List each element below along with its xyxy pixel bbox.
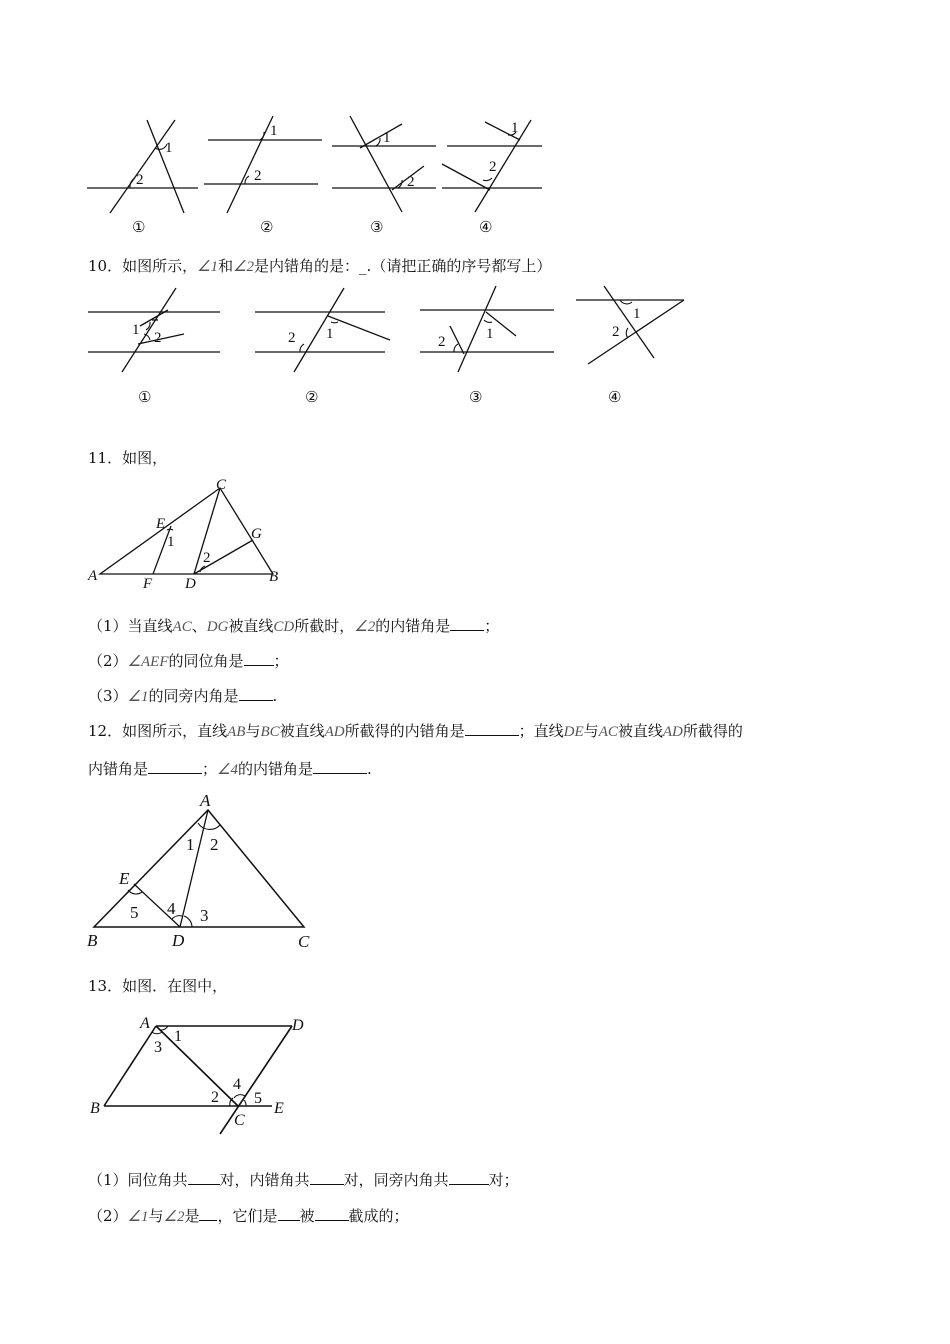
- q13-point-D: D: [292, 1017, 304, 1034]
- q10-figure-row: [80, 282, 700, 410]
- q9-fig4-angle2: 2: [489, 159, 497, 175]
- q13-angle-1: 1: [174, 1028, 182, 1045]
- q10-fig1: [88, 288, 220, 406]
- q11-title: 11．如图，: [88, 449, 168, 467]
- q11-triangle-diagram: [85, 476, 295, 591]
- q13-blank-corresponding[interactable]: [188, 1170, 220, 1185]
- q11-point-E: E: [156, 516, 166, 532]
- q11-point-F: F: [143, 576, 153, 592]
- q10-fig3-label: ③: [469, 388, 483, 406]
- q10-fig4-angle1: 1: [633, 306, 641, 322]
- q12-line2: 内错角是 ；∠4的内错角是 .: [88, 760, 372, 778]
- q11-figure: [85, 476, 295, 591]
- q9-fig1-label: ①: [132, 218, 146, 236]
- q13-blank-same-side[interactable]: [449, 1170, 489, 1185]
- q10-fig2-angle2: 2: [288, 330, 296, 346]
- q11-angle-2: 2: [203, 550, 211, 566]
- q11-point-C: C: [216, 477, 227, 493]
- q11-part2-blank[interactable]: [244, 651, 274, 666]
- q13-angle-2: 2: [211, 1089, 219, 1106]
- q9-fig4-angle1: 1: [511, 120, 519, 136]
- q12-point-B: B: [87, 931, 98, 950]
- q13-number: 13．: [88, 977, 123, 995]
- q9-fig3: [332, 116, 436, 236]
- q10-fig3-angle2: 2: [438, 334, 446, 350]
- q13-blank-transversal[interactable]: [315, 1206, 349, 1221]
- q12-point-C: C: [298, 932, 310, 951]
- q11-part3-blank[interactable]: [239, 686, 273, 701]
- q11-point-G: G: [251, 526, 262, 542]
- q10-fig4: [576, 286, 684, 406]
- q13-point-B: B: [90, 1100, 100, 1117]
- q9-fig1-angle2: 2: [136, 172, 144, 188]
- q13-figure: [88, 1010, 308, 1135]
- q12-blank-3[interactable]: [313, 759, 367, 774]
- q9-fig2: [204, 116, 322, 236]
- q13-title: 13．如图．在图中，: [88, 977, 228, 995]
- q12-angle-4: 4: [167, 899, 176, 918]
- q13-point-A: A: [140, 1015, 150, 1032]
- q13-angle-4: 4: [233, 1076, 241, 1093]
- q13-point-E: E: [274, 1100, 284, 1117]
- q10-fig4-angle2: 2: [612, 324, 620, 340]
- q13-blank-lines[interactable]: [278, 1206, 300, 1221]
- q13-angle-5: 5: [254, 1090, 262, 1107]
- q10-fig2-angle1: 1: [326, 326, 334, 342]
- q10-fig1-label: ①: [138, 388, 152, 406]
- q10-fig2-label: ②: [305, 388, 319, 406]
- q12-angle-5: 5: [130, 903, 139, 922]
- q9-diagram: [80, 108, 560, 238]
- q13-part1: （1）同位角共 对，内错角共 对，同旁内角共 对；: [88, 1171, 519, 1189]
- q13-angle-3: 3: [154, 1039, 162, 1056]
- q9-figure-row: [80, 108, 560, 238]
- q13-point-C: C: [234, 1112, 245, 1129]
- q10-fig1-angle1: 1: [132, 322, 140, 338]
- q9-fig3-angle1: 1: [383, 130, 391, 146]
- q12-number: 12．: [88, 722, 123, 740]
- q9-fig2-label: ②: [260, 218, 274, 236]
- q11-point-A: A: [88, 568, 98, 584]
- q9-fig1-angle1: 1: [165, 140, 173, 156]
- q12-angle-3: 3: [200, 906, 209, 925]
- q13-blank-angle-type[interactable]: [199, 1206, 217, 1221]
- q11-part1: （1）当直线AC、DG被直线CD所截时，∠2的内错角是 ；: [88, 617, 500, 635]
- q11-point-D: D: [185, 576, 196, 592]
- q12-blank-2[interactable]: [148, 759, 202, 774]
- q12-point-A: A: [200, 791, 211, 810]
- q12-figure: [84, 790, 324, 955]
- q10-number: 10．: [88, 257, 123, 275]
- q12-point-E: E: [119, 869, 130, 888]
- q13-parallelogram-diagram: [88, 1010, 308, 1135]
- q12-blank-1[interactable]: [465, 721, 519, 736]
- q9-fig3-label: ③: [370, 218, 384, 236]
- q11-part3: （3）∠1的同旁内角是 .: [88, 687, 278, 705]
- q11-angle-1: 1: [167, 534, 175, 550]
- q12-angle-2: 2: [210, 835, 219, 854]
- q10-answer-blank[interactable]: _: [359, 257, 367, 275]
- q10-fig4-label: ④: [608, 388, 622, 406]
- q10-fig2: [255, 288, 390, 406]
- q11-point-B: B: [269, 569, 279, 585]
- q9-fig4: [442, 120, 542, 236]
- q10-fig3: [420, 286, 554, 406]
- q13-blank-alternate[interactable]: [310, 1170, 344, 1185]
- q12-angle-1: 1: [186, 835, 195, 854]
- q10-fig3-angle1: 1: [486, 326, 494, 342]
- q11-part2: （2）∠AEF的同位角是 ；: [88, 652, 289, 670]
- q11-number: 11．: [88, 449, 123, 467]
- q10-diagram: [80, 282, 700, 410]
- q11-part1-blank[interactable]: [450, 616, 484, 631]
- q12-point-D: D: [172, 931, 185, 950]
- q12-triangle-diagram: [84, 790, 324, 955]
- q9-fig4-label: ④: [479, 218, 493, 236]
- q12-line1: 12．如图所示，直线AB与BC被直线AD所截得的内错角是 ；直线DE与AC被直线AD所截得的: [88, 722, 743, 740]
- q9-fig3-angle2: 2: [407, 174, 415, 190]
- angle-1-symbol: ∠1: [197, 259, 219, 275]
- q13-part2: （2）∠1与∠2是 ，它们是 被 截成的；: [88, 1207, 409, 1225]
- q9-fig2-angle2: 2: [254, 168, 262, 184]
- q9-fig2-angle1: 1: [270, 123, 278, 139]
- q10-fig1-angle2: 2: [154, 330, 162, 346]
- q10-question: 10．如图所示，∠1和∠2是内错角的是：_.（请把正确的序号都写上）: [88, 257, 552, 275]
- angle-2-symbol: ∠2: [233, 259, 255, 275]
- q9-fig1: [87, 120, 198, 236]
